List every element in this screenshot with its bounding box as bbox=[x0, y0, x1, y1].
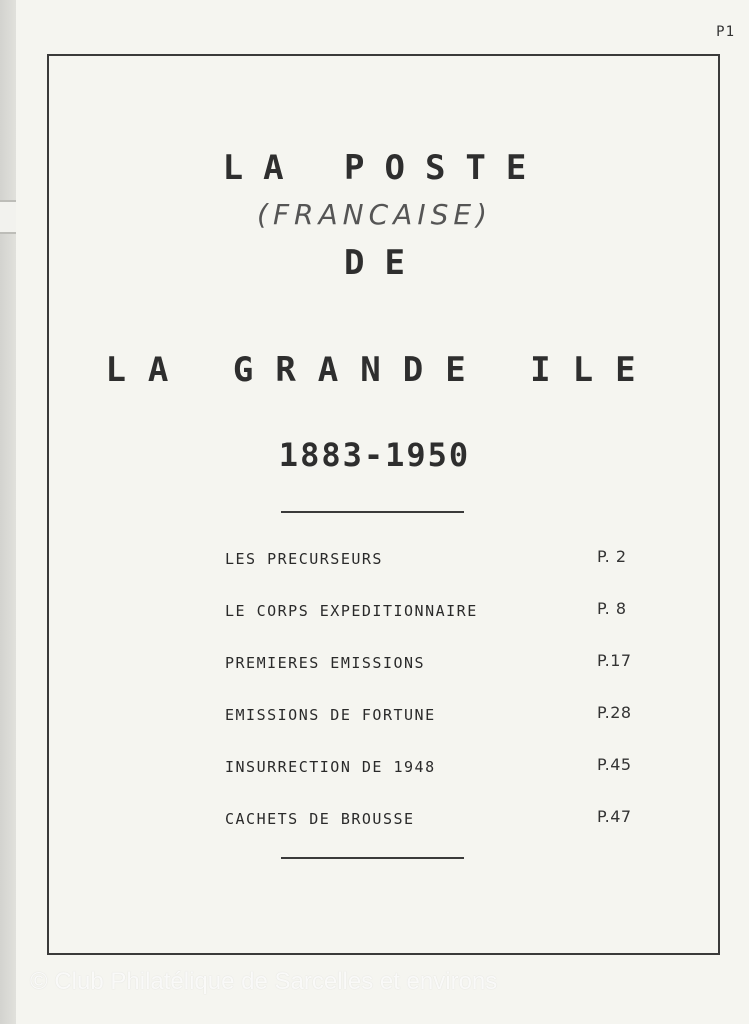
toc-item-page: P.17 bbox=[597, 651, 632, 670]
title-line-3: LA GRANDE ILE bbox=[105, 350, 658, 390]
toc-item-title: LES PRECURSEURS bbox=[225, 550, 383, 568]
toc-item-page: P.28 bbox=[597, 703, 632, 722]
toc-item bbox=[225, 547, 645, 602]
toc-item bbox=[225, 651, 645, 706]
toc-item-title: PREMIERES EMISSIONS bbox=[225, 654, 426, 672]
toc-item-title: CACHETS DE BROUSSE bbox=[225, 810, 415, 828]
toc-item-page: P. 8 bbox=[597, 599, 627, 618]
table-of-contents bbox=[225, 547, 645, 862]
handwritten-annotation: (FRANCAISE) bbox=[257, 198, 492, 231]
title-line-1: LA POSTE bbox=[222, 148, 547, 188]
toc-item-title: LE CORPS EXPEDITIONNAIRE bbox=[225, 602, 478, 620]
divider-bottom bbox=[281, 857, 464, 859]
toc-item-page: P.47 bbox=[597, 807, 632, 826]
toc-item-page: P. 2 bbox=[597, 547, 627, 566]
page-number: P1 bbox=[716, 24, 735, 40]
title-line-2: DE bbox=[344, 243, 425, 283]
divider-top bbox=[281, 511, 464, 513]
toc-item-title: EMISSIONS DE FORTUNE bbox=[225, 706, 436, 724]
toc-item bbox=[225, 703, 645, 758]
toc-item bbox=[225, 599, 645, 654]
watermark: © Club Philatélique de Sarcelles et environs bbox=[30, 968, 498, 995]
toc-item-title: INSURRECTION DE 1948 bbox=[225, 758, 436, 776]
toc-item bbox=[225, 807, 645, 862]
toc-item bbox=[225, 755, 645, 810]
title-years: 1883-1950 bbox=[278, 436, 471, 474]
toc-item-page: P.45 bbox=[597, 755, 632, 774]
